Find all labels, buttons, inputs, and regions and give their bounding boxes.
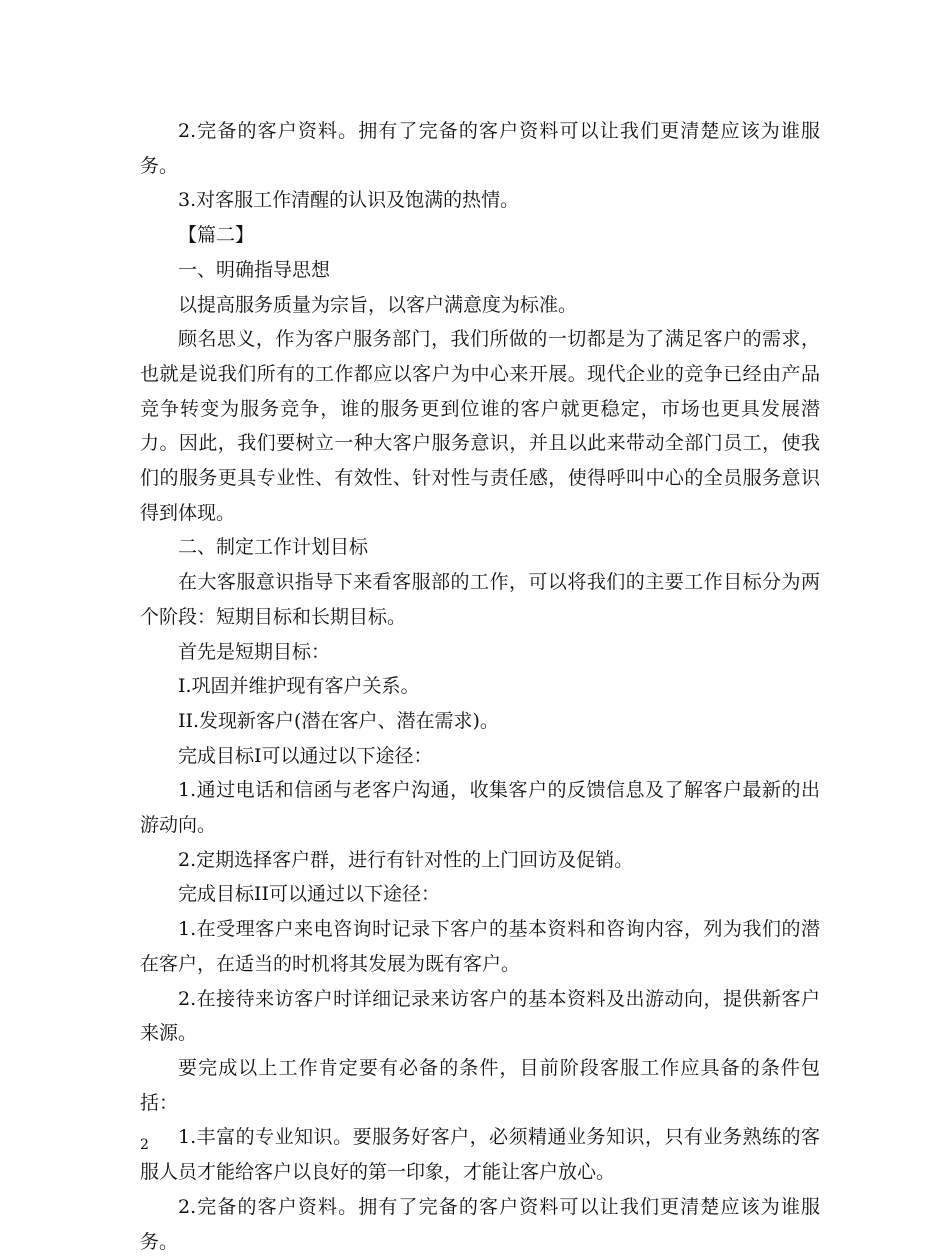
paragraph: 3.对客服工作清醒的认识及饱满的热情。 [178, 189, 520, 212]
list-item: 1.在受理客户来电咨询时记录下客户的基本资料和咨询内容，列为我们的潜在客户，在适当的时机将其发展为既有客户。 [140, 918, 820, 975]
paragraph: 2.完备的客户资料。拥有了完备的客户资料可以让我们更清楚应该为谁服务。 [140, 120, 820, 177]
list-item: I.巩固并维护现有客户关系。 [178, 675, 420, 698]
paragraph: 首先是短期目标： [178, 640, 331, 663]
list-item: 2.在接待来访客户时详细记录来访客户的基本资料及出游动向，提供新客户来源。 [140, 987, 820, 1045]
paragraph: 以提高服务质量为宗旨，以客户满意度为标准。 [178, 293, 578, 316]
list-item: 1.通过电话和信函与老客户沟通，收集客户的反馈信息及了解客户最新的出游动向。 [140, 779, 820, 837]
list-item: 1.丰富的专业知识。要服务好客户，必须精通业务知识，只有业务熟练的客服人员才能给客户以良好的第一印象，才能让客户放心。 [140, 1126, 820, 1184]
paragraph: 完成目标I可以通过以下途径： [178, 744, 433, 767]
section-heading: 【篇二】 [178, 224, 255, 247]
paragraph: 在大客服意识指导下来看客服部的工作，可以将我们的主要工作目标分为两个阶段：短期目标和长期目标。 [140, 571, 820, 628]
paragraph: 要完成以上工作肯定要有必备的条件，目前阶段客服工作应具备的条件包括： [140, 1056, 820, 1114]
list-item: 2.完备的客户资料。拥有了完备的客户资料可以让我们更清楚应该为谁服务。 [140, 1195, 820, 1253]
list-item: 2.定期选择客户群，进行有针对性的上门回访及促销。 [178, 848, 634, 871]
subheading: 二、制定工作计划目标 [178, 536, 369, 559]
body-text [140, 114, 820, 1259]
paragraph: 顾名思义，作为客户服务部门，我们所做的一切都是为了满足客户的需求，也就是说我们所有的工作都应以客户为中心来开展。现代企业的竞争已经由产品竞争转变为服务竞争，谁的服务更到位谁的客户就更稳定，市场也更具发展潜力。因此，我们要树立一种大客户服务意识，并且以此来带动全部门员工，使我们的服务更具专业性、有效性、针对性与责任感，使得呼叫中心的全员服务意识得到体现。 [140, 328, 820, 524]
paragraph: 完成目标II可以通过以下途径： [178, 883, 441, 906]
subheading: 一、明确指导思想 [178, 258, 331, 281]
list-item: II.发现新客户(潜在客户、潜在需求)。 [178, 709, 499, 732]
page-number: 2 [140, 1137, 149, 1153]
